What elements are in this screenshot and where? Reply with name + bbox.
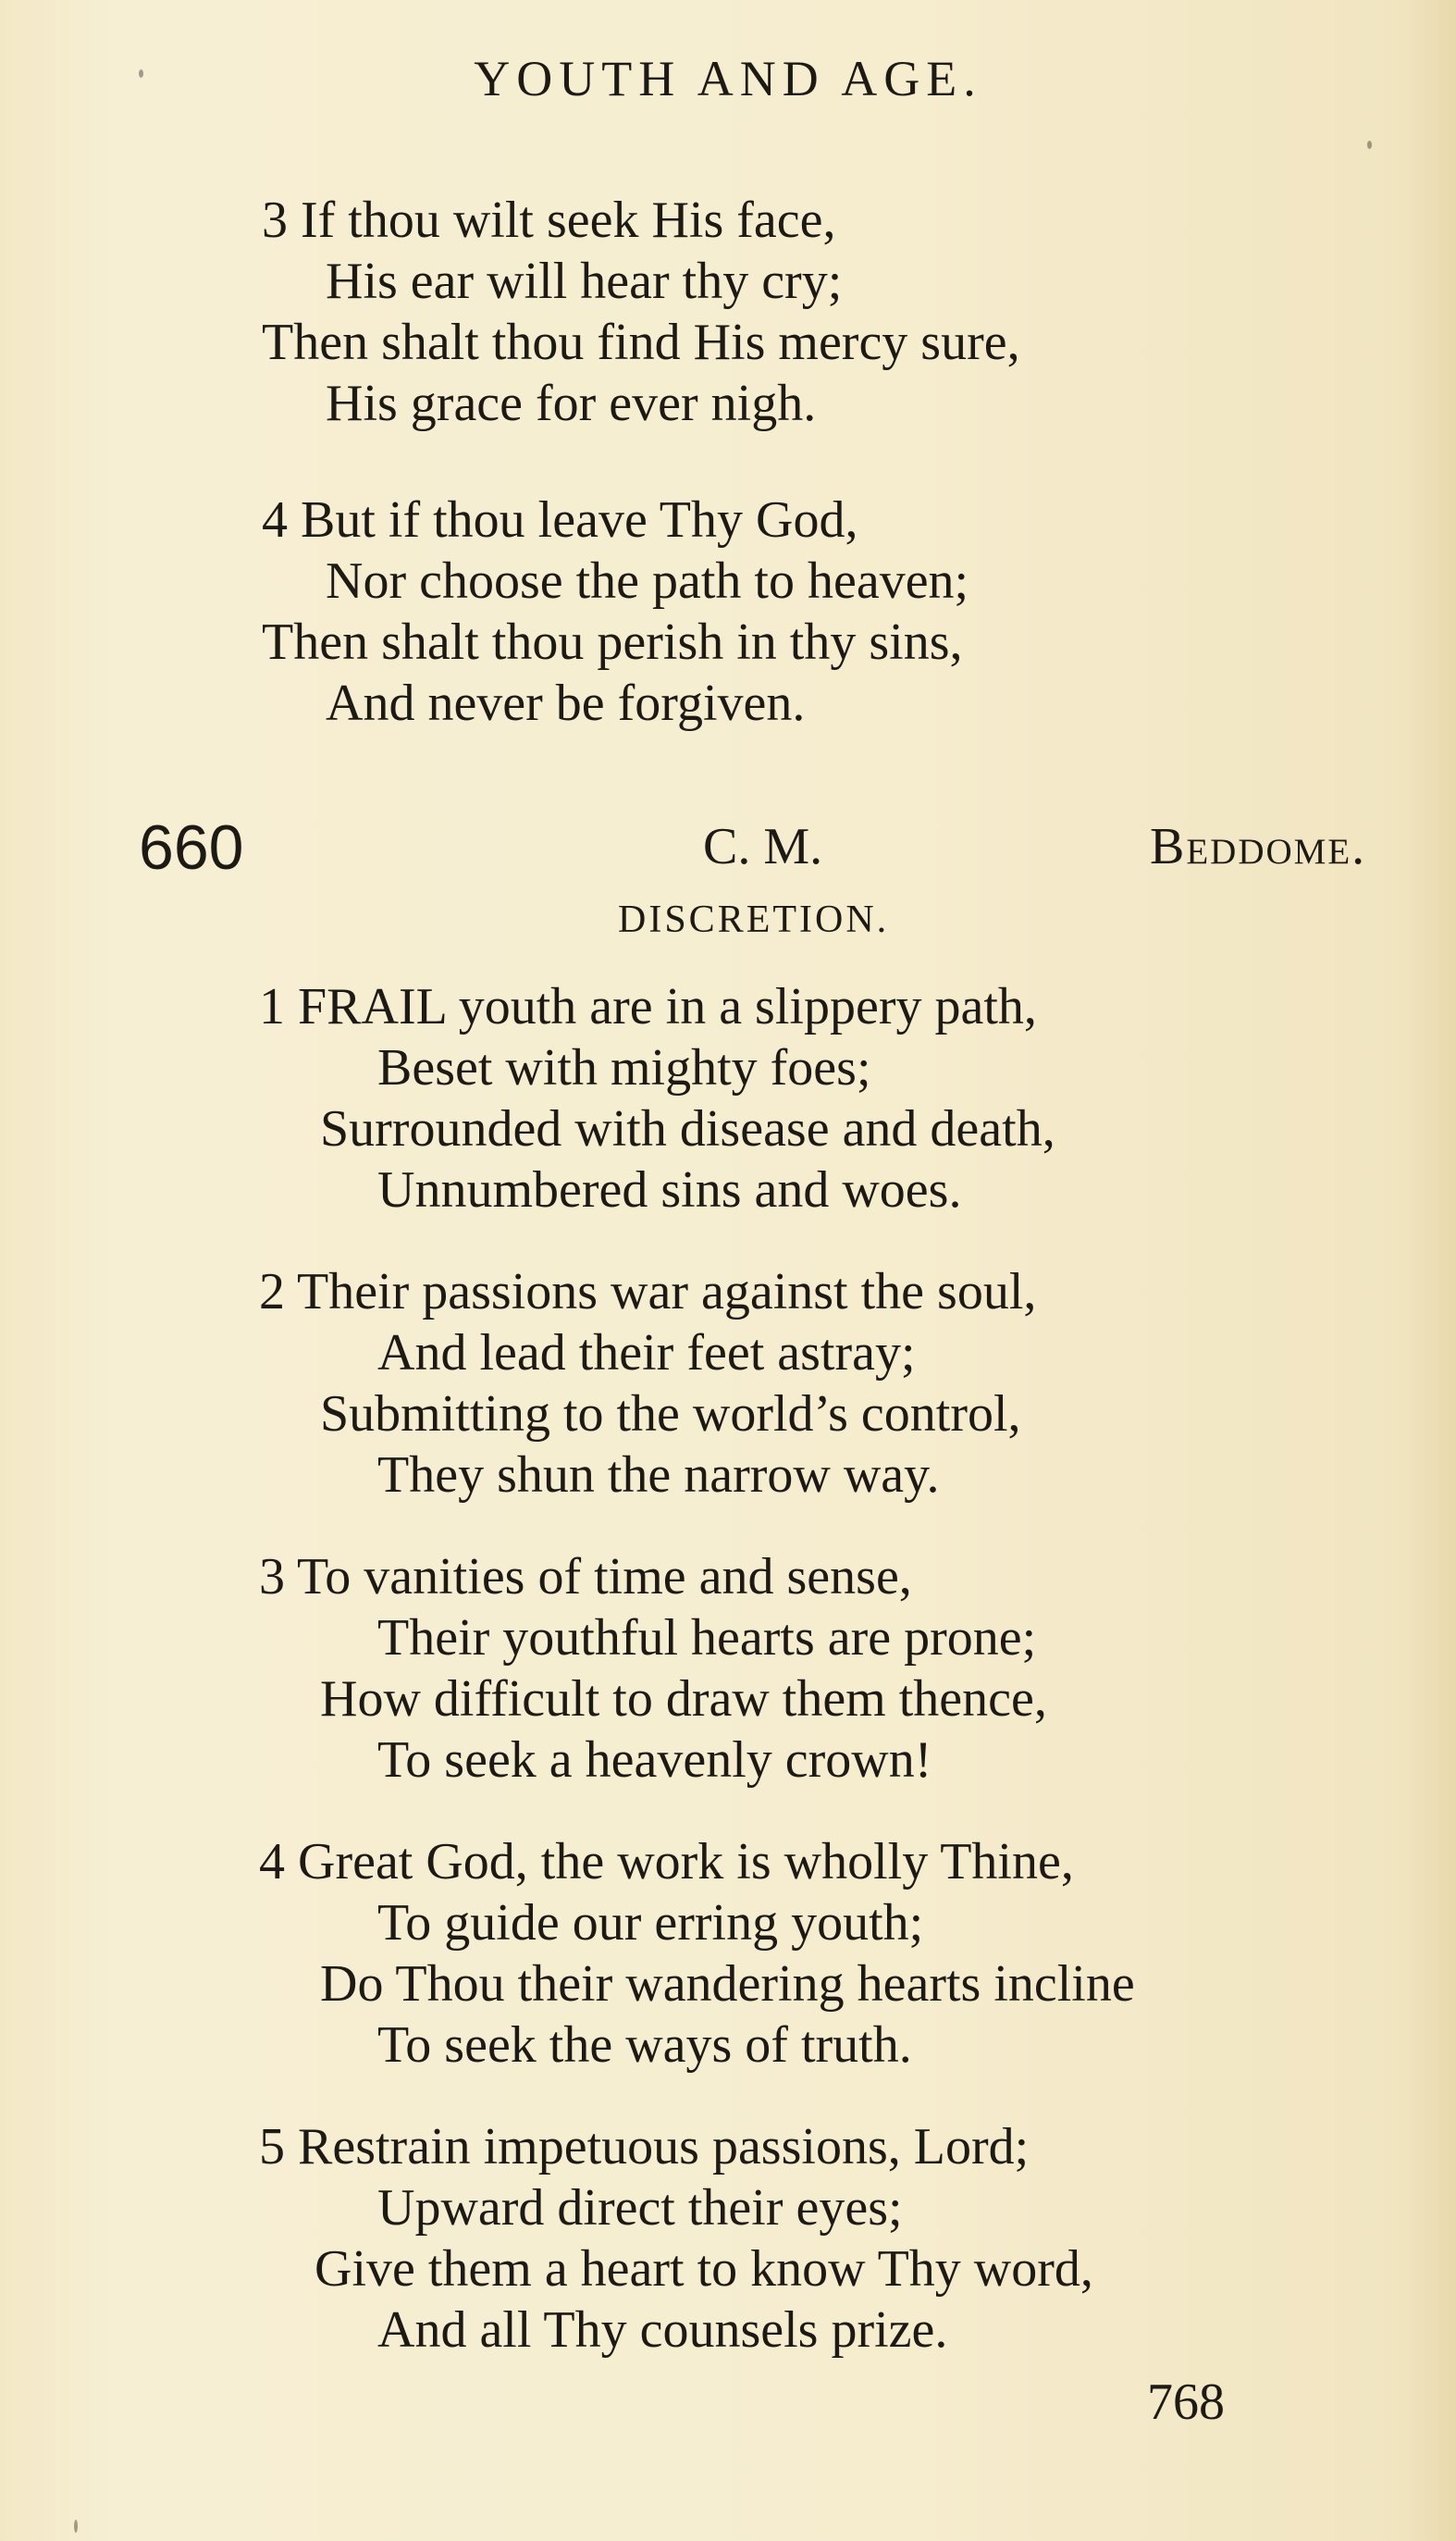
hymn-meter: C. M. [703, 818, 823, 875]
stanza-1-line-4: Unnumbered sins and woes. [377, 1161, 962, 1219]
prev-stanza-4-line-1: 4 But if thou leave Thy God, [262, 491, 858, 549]
stanza-3-line-3: How difficult to draw them thence, [320, 1670, 1047, 1728]
stanza-3-line-4: To seek a heavenly crown! [377, 1731, 932, 1789]
prev-stanza-3-line-4: His grace for ever nigh. [326, 375, 817, 432]
hymn-title: DISCRETION. [618, 899, 890, 941]
hymn-number: 660 [139, 812, 244, 883]
print-speck [74, 2520, 78, 2533]
stanza-2-line-2: And lead their feet astray; [377, 1324, 916, 1382]
stanza-4-line-3: Do Thou their wandering hearts incline [320, 1955, 1135, 2013]
prev-stanza-3-line-2: His ear will hear thy cry; [326, 253, 843, 310]
stanza-4-line-1: 4 Great God, the work is wholly Thine, [259, 1833, 1074, 1890]
stanza-1-line-3: Surrounded with disease and death, [320, 1100, 1055, 1158]
prev-stanza-4-line-4: And never be forgiven. [326, 675, 806, 732]
print-speck [139, 69, 143, 78]
stanza-3-line-2: Their youthful hearts are prone; [377, 1609, 1037, 1667]
hymn-author: Beddome. [1150, 818, 1367, 875]
prev-stanza-3-line-1: 3 If thou wilt seek His face, [262, 192, 836, 249]
stanza-5-line-1: 5 Restrain impetuous passions, Lord; [259, 2118, 1030, 2175]
stanza-2-line-1: 2 Their passions war against the soul, [259, 1263, 1037, 1320]
stanza-1-line-2: Beset with mighty foes; [377, 1039, 871, 1097]
print-speck [1367, 141, 1372, 149]
stanza-4-line-2: To guide our erring youth; [377, 1894, 924, 1952]
page-number: 768 [1147, 2374, 1225, 2431]
prev-stanza-3-line-3: Then shalt thou find His mercy sure, [262, 314, 1020, 371]
stanza-5-line-3: Give them a heart to know Thy word, [315, 2240, 1093, 2298]
stanza-5-line-4: And all Thy counsels prize. [377, 2301, 948, 2359]
stanza-4-line-4: To seek the ways of truth. [377, 2016, 912, 2074]
stanza-2-line-3: Submitting to the world’s control, [320, 1385, 1021, 1443]
stanza-2-line-4: They shun the narrow way. [377, 1446, 940, 1504]
stanza-3-line-1: 3 To vanities of time and sense, [259, 1548, 912, 1605]
prev-stanza-4-line-2: Nor choose the path to heaven; [326, 552, 969, 610]
prev-stanza-4-line-3: Then shalt thou perish in thy sins, [262, 614, 963, 671]
stanza-1-line-1: 1 FRAIL youth are in a slippery path, [259, 978, 1037, 1035]
running-head: YOUTH AND AGE. [474, 51, 982, 106]
stanza-5-line-2: Upward direct their eyes; [377, 2179, 903, 2237]
